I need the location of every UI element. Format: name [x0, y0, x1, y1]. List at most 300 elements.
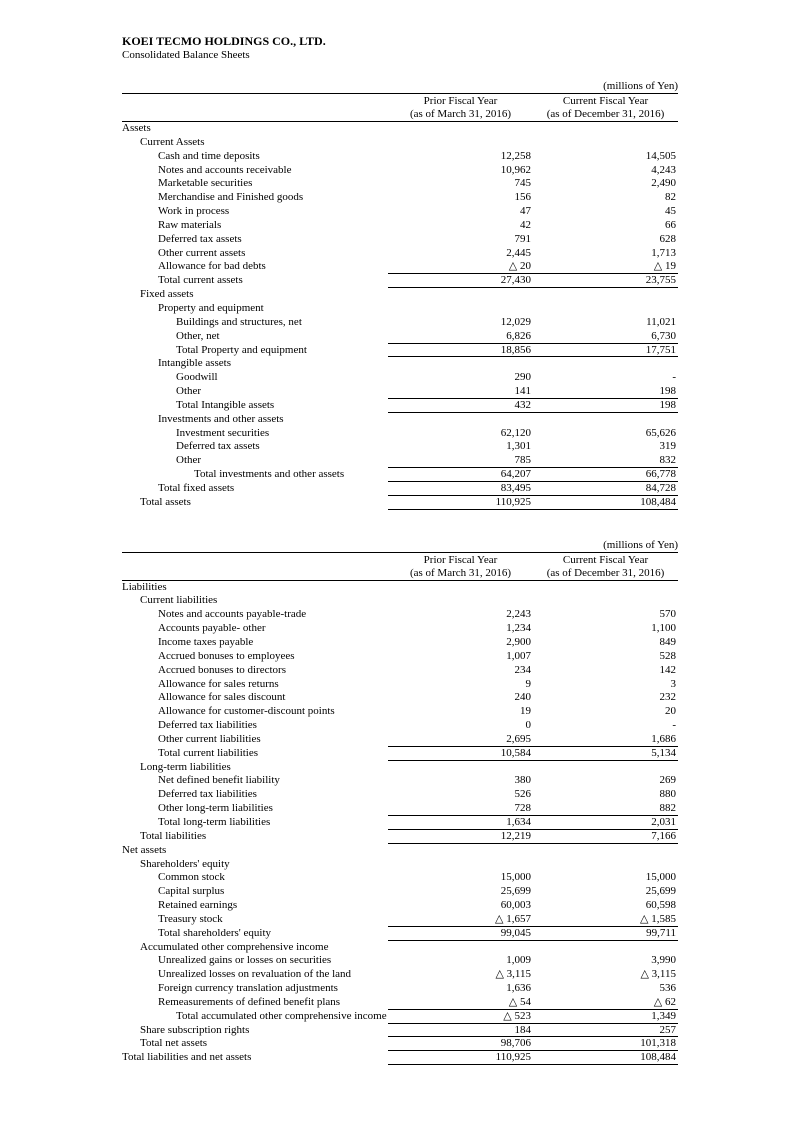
current-value: 108,484	[640, 495, 676, 508]
row-label: Common stock	[158, 871, 225, 884]
current-value: 849	[659, 636, 676, 648]
row-values	[388, 496, 678, 510]
prior-value: 240	[514, 691, 531, 704]
current-value: -	[672, 719, 676, 732]
row-values	[388, 622, 678, 636]
row-label: Other	[176, 385, 202, 398]
current-value: 99,711	[646, 926, 676, 939]
row-label: Total shareholders' equity	[158, 926, 272, 939]
row-values	[388, 247, 678, 261]
prior-value: 12,029	[500, 315, 531, 328]
current-value: 232	[659, 691, 676, 704]
row-values	[388, 357, 678, 371]
table-row	[122, 996, 678, 1010]
row-values	[388, 1051, 678, 1065]
row-label: Other long-term liabilities	[158, 802, 273, 815]
row-values	[388, 747, 678, 761]
row-values	[388, 636, 678, 650]
table-row	[122, 871, 678, 885]
row-values	[388, 150, 678, 164]
row-label: Long-term liabilities	[140, 760, 231, 773]
table-row	[122, 594, 678, 608]
current-value: 1,686	[651, 732, 676, 745]
table-row	[122, 233, 678, 247]
table-row	[122, 788, 678, 802]
row-values	[388, 191, 678, 205]
table-row	[122, 164, 678, 178]
row-values	[388, 274, 678, 288]
row-values	[388, 913, 678, 927]
row-label: Other current assets	[158, 246, 246, 259]
current-value: △ 62	[653, 995, 676, 1008]
row-values	[388, 122, 678, 136]
row-values	[388, 330, 678, 344]
prior-value: 1,301	[506, 440, 531, 453]
table-row	[122, 747, 678, 761]
table-row	[122, 885, 678, 899]
row-values	[388, 871, 678, 885]
row-label: Buildings and structures, net	[176, 315, 302, 328]
table-row	[122, 371, 678, 385]
assets-table	[122, 79, 678, 510]
current-value: 269	[659, 774, 676, 787]
prior-value: 2,900	[506, 636, 531, 648]
row-label: Accounts payable- other	[158, 622, 266, 635]
column-header-prior	[388, 94, 533, 121]
column-subtitle: (as of March 31, 2016)	[409, 108, 512, 120]
table-row	[122, 177, 678, 191]
row-label: Investments and other assets	[158, 412, 284, 425]
row-values	[388, 440, 678, 454]
prior-value	[388, 594, 533, 608]
table-row	[122, 968, 678, 982]
current-value: 84,728	[645, 481, 676, 494]
row-label: Other, net	[176, 329, 220, 342]
table-row	[122, 219, 678, 233]
table-row	[122, 496, 678, 510]
table-row	[122, 761, 678, 775]
prior-value: 156	[514, 191, 531, 204]
prior-value: 83,495	[500, 481, 531, 494]
current-value	[533, 858, 678, 872]
row-label: Total long-term liabilities	[158, 815, 271, 828]
liabilities-and-net-assets-table	[122, 538, 678, 1066]
current-value: 528	[659, 649, 676, 662]
table-row	[122, 440, 678, 454]
row-label: Total net assets	[140, 1037, 208, 1050]
current-value: 20	[665, 705, 676, 718]
row-label: Total fixed assets	[158, 481, 235, 494]
assets-table-body	[122, 122, 678, 510]
table-row	[122, 454, 678, 468]
prior-value: 2,243	[506, 608, 531, 621]
table-row	[122, 191, 678, 205]
row-label: Total liabilities and net assets	[122, 1051, 252, 1064]
row-label: Total assets	[140, 495, 191, 508]
row-label: Marketable securities	[158, 177, 253, 190]
row-label: Remeasurements of defined benefit plans	[158, 995, 341, 1008]
row-label: Total accumulated other comprehensive income	[176, 1009, 387, 1022]
table-header	[122, 93, 678, 122]
current-value: 2,490	[651, 177, 676, 190]
current-value: 536	[659, 982, 676, 995]
document-title: Consolidated Balance Sheets	[122, 49, 250, 61]
prior-value	[388, 844, 533, 858]
table-row	[122, 719, 678, 733]
current-value: 1,100	[651, 622, 676, 635]
row-label: Property and equipment	[158, 301, 264, 314]
header-spacer	[122, 553, 388, 580]
table-row	[122, 622, 678, 636]
row-values	[388, 260, 678, 274]
row-label: Goodwill	[176, 371, 218, 384]
current-value: 60,598	[645, 899, 676, 912]
prior-value: 1,636	[506, 982, 531, 995]
row-values	[388, 968, 678, 982]
column-header-current	[533, 553, 678, 580]
row-label: Deferred tax assets	[158, 232, 242, 245]
current-value	[533, 357, 678, 371]
table-row	[122, 733, 678, 747]
prior-value: 2,695	[506, 732, 531, 745]
row-values	[388, 816, 678, 830]
prior-value: 1,009	[506, 954, 531, 967]
table-row	[122, 581, 678, 595]
row-values	[388, 705, 678, 719]
row-label: Share subscription rights	[140, 1023, 250, 1036]
row-label: Merchandise and Finished goods	[158, 191, 304, 204]
header-spacer	[122, 94, 388, 121]
current-value: 4,243	[651, 163, 676, 176]
row-values	[388, 788, 678, 802]
prior-value: 380	[514, 774, 531, 787]
row-label: Fixed assets	[140, 288, 194, 301]
row-label: Capital surplus	[158, 885, 225, 898]
row-label: Allowance for bad debts	[158, 260, 266, 273]
table-row	[122, 664, 678, 678]
current-value: 6,730	[651, 329, 676, 342]
current-value: △ 3,115	[640, 968, 676, 981]
prior-value: 1,634	[506, 815, 531, 828]
prior-value	[388, 122, 533, 136]
row-values	[388, 1024, 678, 1038]
row-values	[388, 413, 678, 427]
column-title: Current Fiscal Year	[562, 95, 649, 107]
table-row	[122, 636, 678, 650]
row-label: Accrued bonuses to directors	[158, 663, 286, 676]
table-row	[122, 260, 678, 274]
row-label: Deferred tax liabilities	[158, 719, 257, 732]
current-value: 832	[659, 454, 676, 467]
row-label: Total investments and other assets	[194, 468, 345, 481]
liabilities-and-net-assets-table-body	[122, 581, 678, 1066]
current-value: 66,778	[645, 468, 676, 481]
row-label: Retained earnings	[158, 899, 238, 912]
row-values	[388, 761, 678, 775]
prior-value	[388, 413, 533, 427]
current-value: 82	[665, 191, 676, 204]
prior-value: 234	[514, 663, 531, 676]
prior-value	[388, 136, 533, 150]
current-value: 14,505	[645, 149, 676, 162]
row-values	[388, 927, 678, 941]
table-row	[122, 802, 678, 816]
current-value	[533, 288, 678, 302]
row-values	[388, 482, 678, 496]
document-header	[122, 34, 678, 62]
prior-value: 110,925	[495, 495, 531, 508]
row-values	[388, 219, 678, 233]
prior-value: 27,430	[500, 274, 531, 287]
table-row	[122, 816, 678, 830]
column-header-current	[533, 94, 678, 121]
row-label: Allowance for sales discount	[158, 691, 286, 704]
row-values	[388, 344, 678, 358]
row-values	[388, 733, 678, 747]
current-value	[533, 941, 678, 955]
row-values	[388, 774, 678, 788]
current-value: 108,484	[640, 1051, 676, 1064]
row-label: Foreign currency translation adjustments	[158, 982, 338, 995]
prior-value: 1,234	[506, 622, 531, 635]
prior-value: 10,584	[500, 746, 531, 759]
row-label: Intangible assets	[158, 357, 232, 370]
prior-value: △ 20	[508, 260, 531, 273]
current-value: △ 1,585	[640, 912, 676, 925]
row-label: Net assets	[122, 843, 167, 856]
row-label: Income taxes payable	[158, 636, 254, 648]
prior-value: 42	[520, 218, 531, 231]
row-values	[388, 581, 678, 595]
row-label: Allowance for customer-discount points	[158, 705, 335, 718]
prior-value: 12,258	[500, 149, 531, 162]
table-row	[122, 274, 678, 288]
prior-value: 526	[514, 788, 531, 801]
column-title: Prior Fiscal Year	[423, 553, 498, 566]
current-value: 25,699	[645, 885, 676, 898]
row-values	[388, 594, 678, 608]
prior-value: 745	[514, 177, 531, 190]
prior-value: 1,007	[506, 649, 531, 662]
current-value: 1,713	[651, 246, 676, 259]
document	[122, 34, 678, 1065]
current-value	[533, 122, 678, 136]
prior-value: 47	[520, 205, 531, 218]
table-row	[122, 399, 678, 413]
table-row	[122, 150, 678, 164]
prior-value	[388, 581, 533, 595]
prior-value: 19	[520, 705, 531, 718]
current-value: △ 19	[653, 260, 676, 273]
row-values	[388, 899, 678, 913]
table-row	[122, 427, 678, 441]
current-value	[533, 581, 678, 595]
row-label: Treasury stock	[158, 912, 223, 925]
column-title: Prior Fiscal Year	[423, 95, 498, 107]
prior-value: 9	[525, 677, 531, 690]
prior-value: 184	[514, 1023, 531, 1036]
current-value	[533, 302, 678, 316]
row-label: Total current assets	[158, 274, 243, 287]
prior-value: 98,706	[500, 1037, 531, 1050]
row-values	[388, 468, 678, 482]
row-label: Allowance for sales returns	[158, 677, 279, 690]
current-value	[533, 594, 678, 608]
table-row	[122, 858, 678, 872]
table-row	[122, 302, 678, 316]
row-label: Unrealized losses on revaluation of the land	[158, 968, 352, 981]
table-row	[122, 608, 678, 622]
table-row	[122, 899, 678, 913]
table-row	[122, 1037, 678, 1051]
row-label: Unrealized gains or losses on securities	[158, 954, 332, 967]
row-values	[388, 608, 678, 622]
prior-value: 64,207	[500, 468, 531, 481]
current-value	[533, 844, 678, 858]
current-value: 3,990	[651, 954, 676, 967]
current-value: 880	[659, 788, 676, 801]
current-value: 11,021	[646, 315, 676, 328]
row-values	[388, 316, 678, 330]
row-label: Total Property and equipment	[176, 343, 307, 356]
prior-value: 785	[514, 454, 531, 467]
row-label: Current liabilities	[140, 594, 218, 607]
table-row	[122, 844, 678, 858]
table-row	[122, 357, 678, 371]
prior-value: 791	[514, 232, 531, 245]
row-label: Investment securities	[176, 426, 270, 439]
prior-value: 60,003	[500, 899, 531, 912]
prior-value: 0	[525, 719, 531, 732]
prior-value: 15,000	[500, 871, 531, 884]
row-values	[388, 1010, 678, 1024]
prior-value: 2,445	[506, 246, 531, 259]
table-row	[122, 927, 678, 941]
prior-value	[388, 941, 533, 955]
table-row	[122, 1010, 678, 1024]
table-row	[122, 830, 678, 844]
row-values	[388, 858, 678, 872]
row-label: Accumulated other comprehensive income	[140, 940, 329, 953]
row-values	[388, 844, 678, 858]
column-subtitle: (as of December 31, 2016)	[546, 108, 665, 120]
row-label: Total Intangible assets	[176, 398, 275, 411]
row-values	[388, 885, 678, 899]
prior-value	[388, 288, 533, 302]
row-label: Net defined benefit liability	[158, 774, 280, 787]
table-row	[122, 1051, 678, 1065]
current-value	[533, 413, 678, 427]
prior-value: 110,925	[495, 1051, 531, 1064]
row-values	[388, 177, 678, 191]
prior-value: 25,699	[500, 885, 531, 898]
row-label: Work in process	[158, 205, 230, 218]
prior-value: 10,962	[500, 163, 531, 176]
table-row	[122, 482, 678, 496]
prior-value: 141	[514, 385, 531, 398]
row-values	[388, 385, 678, 399]
row-values	[388, 136, 678, 150]
table-row	[122, 344, 678, 358]
row-label: Shareholders' equity	[140, 857, 230, 870]
current-value: 882	[659, 802, 676, 815]
row-label: Total current liabilities	[158, 746, 259, 759]
table-row	[122, 330, 678, 344]
row-label: Cash and time deposits	[158, 149, 260, 162]
current-value: 66	[665, 218, 676, 231]
prior-value	[388, 357, 533, 371]
table-row	[122, 468, 678, 482]
row-label: Assets	[122, 122, 151, 134]
prior-value: 62,120	[500, 426, 531, 439]
table-row	[122, 941, 678, 955]
row-values	[388, 233, 678, 247]
row-values	[388, 664, 678, 678]
current-value: 198	[659, 398, 676, 411]
current-value: 65,626	[645, 426, 676, 439]
row-label: Current Assets	[140, 135, 205, 148]
table-row	[122, 913, 678, 927]
row-values	[388, 954, 678, 968]
row-values	[388, 427, 678, 441]
row-label: Other	[176, 454, 202, 467]
column-subtitle: (as of December 31, 2016)	[546, 566, 665, 579]
current-value: 198	[659, 385, 676, 398]
prior-value: 99,045	[500, 926, 531, 939]
table-row	[122, 205, 678, 219]
row-label: Deferred tax liabilities	[158, 788, 257, 801]
row-values	[388, 164, 678, 178]
table-row	[122, 705, 678, 719]
current-value: 101,318	[640, 1037, 676, 1050]
row-values	[388, 678, 678, 692]
prior-value	[388, 761, 533, 775]
current-value: 257	[659, 1023, 676, 1036]
current-value: 3	[670, 677, 676, 690]
row-label: Liabilities	[122, 580, 167, 593]
table-row	[122, 136, 678, 150]
row-values	[388, 691, 678, 705]
table-row	[122, 982, 678, 996]
row-values	[388, 302, 678, 316]
prior-value: △ 1,657	[495, 912, 531, 925]
prior-value: 432	[514, 398, 531, 411]
row-values	[388, 830, 678, 844]
row-values	[388, 982, 678, 996]
table-row	[122, 650, 678, 664]
table-row	[122, 678, 678, 692]
row-label: Deferred tax assets	[176, 440, 260, 453]
row-values	[388, 650, 678, 664]
prior-value: △ 3,115	[495, 968, 531, 981]
current-value: 1,349	[651, 1009, 676, 1022]
column-title: Current Fiscal Year	[562, 553, 649, 566]
row-values	[388, 1037, 678, 1051]
current-value: 17,751	[645, 343, 676, 356]
table-row	[122, 385, 678, 399]
unit-note: (millions of Yen)	[603, 538, 678, 551]
row-values	[388, 205, 678, 219]
current-value: 23,755	[645, 274, 676, 287]
current-value: 15,000	[645, 871, 676, 884]
current-value	[533, 136, 678, 150]
column-subtitle: (as of March 31, 2016)	[409, 566, 512, 579]
prior-value: △ 54	[508, 995, 531, 1008]
current-value: 570	[659, 608, 676, 621]
table-row	[122, 288, 678, 302]
current-value: 7,166	[651, 829, 676, 842]
prior-value: 728	[514, 802, 531, 815]
